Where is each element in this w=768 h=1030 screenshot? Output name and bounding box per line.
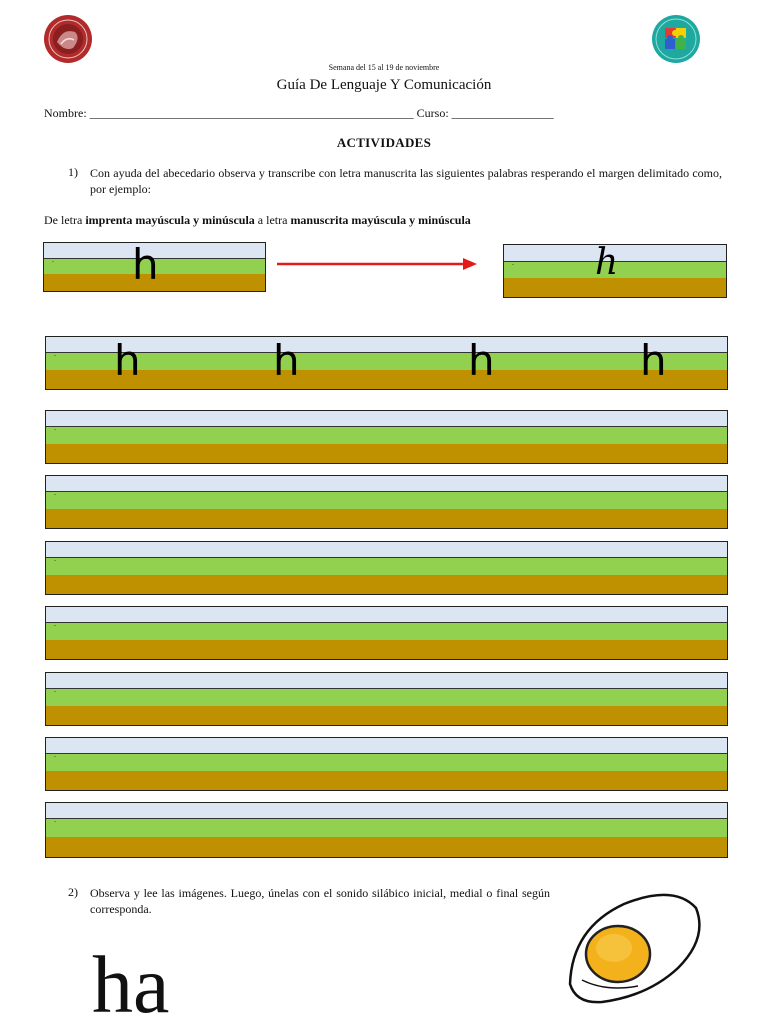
example-cursive-band: .: [503, 244, 727, 298]
boiled-egg-icon: [562, 888, 706, 1018]
writing-band[interactable]: .: [45, 737, 728, 791]
practice-letter: h: [114, 336, 141, 385]
school-seal-icon: [43, 14, 93, 64]
practice-letter: h: [468, 336, 495, 385]
writing-band[interactable]: .: [45, 541, 728, 595]
example-print-band: .: [43, 242, 266, 292]
practice-letter: h: [273, 336, 300, 385]
section-title: ACTIVIDADES: [336, 135, 432, 150]
name-label: Nombre:: [44, 106, 87, 120]
conversion-from: imprenta mayúscula y minúscula: [85, 213, 255, 227]
practice-letter: h: [640, 336, 667, 385]
writing-band[interactable]: .: [45, 672, 728, 726]
arrow-right-icon: [277, 257, 479, 271]
course-label: Curso:: [416, 106, 449, 120]
writing-band[interactable]: .: [45, 410, 728, 464]
question-1-text: Con ayuda del abecedario observa y transcribe con letra manuscrita las siguientes palabras resperando el margen delimitado como, por ejemplo:: [90, 166, 722, 196]
conversion-connector: a letra: [257, 213, 288, 227]
conversion-prefix: De letra: [44, 213, 83, 227]
writing-band[interactable]: .: [45, 606, 728, 660]
question-2-text: Observa y lee las imágenes. Luego, únelas con el sonido silábico inicial, medial o final según corresponda.: [90, 886, 550, 916]
conversion-instruction: [44, 213, 471, 228]
example-cursive-letter: h: [595, 242, 619, 283]
writing-band[interactable]: .: [45, 475, 728, 529]
week-caption: Semana del 15 al 19 de noviembre: [328, 63, 440, 72]
question-1-number: 1): [68, 165, 78, 179]
syllable-ha: ha: [92, 939, 170, 1030]
page-title: Guía De Lenguaje Y Comunicación: [276, 77, 492, 93]
name-course-row: [44, 106, 554, 121]
practice-band-example: .: [45, 336, 728, 390]
question-2-number: 2): [68, 885, 78, 899]
name-field[interactable]: ______________________________________________________: [89, 106, 414, 120]
example-print-letter: h: [132, 240, 159, 289]
puzzle-logo-icon: [651, 14, 701, 64]
course-field[interactable]: _________________: [451, 106, 554, 120]
conversion-to: manuscrita mayúscula y minúscula: [290, 213, 471, 227]
writing-band[interactable]: .: [45, 802, 728, 858]
